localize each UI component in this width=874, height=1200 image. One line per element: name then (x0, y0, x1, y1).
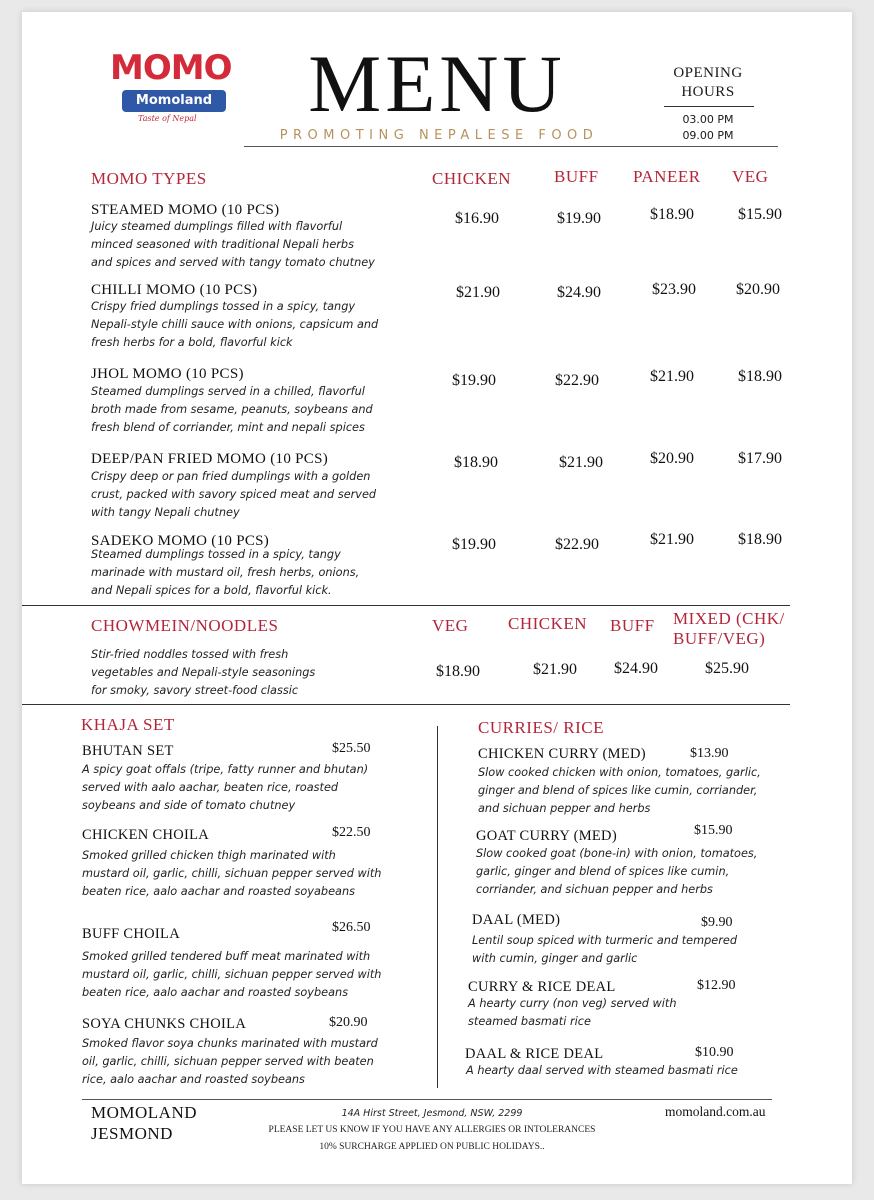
momo-item-name: SADEKO MOMO (10 PCS) (91, 533, 270, 549)
khaja-item-desc (82, 1035, 378, 1089)
khaja-item-name: BUFF CHOILA (82, 926, 180, 942)
momo-item-desc (91, 298, 378, 352)
desc-line: and sichuan pepper and herbs (478, 802, 651, 815)
price-buff: $24.90 (557, 284, 601, 301)
price-paneer: $23.90 (652, 281, 696, 298)
momo-item-desc (91, 383, 373, 437)
desc-line: A spicy goat offals (tripe, fatty runner and bhutan) (82, 763, 369, 776)
desc-line: mustard oil, garlic, chilli, sichuan pepper served with (82, 968, 382, 981)
price-veg: $18.90 (738, 368, 782, 385)
curry-item-name: DAAL (MED) (472, 912, 561, 928)
chowmein-divider (22, 704, 790, 705)
curry-item-name: GOAT CURRY (MED) (476, 828, 617, 844)
desc-line: Juicy steamed dumplings filled with flavorful (91, 220, 343, 233)
desc-line: with cumin, ginger and garlic (472, 952, 638, 965)
momo-item-desc (91, 218, 375, 272)
menu-page (22, 12, 852, 1184)
desc-line: oil, garlic, chilli, sichuan pepper served with beaten (82, 1055, 374, 1068)
momo-item-name: JHOL MOMO (10 PCS) (91, 366, 244, 382)
khaja-item-price: $20.90 (329, 1015, 368, 1030)
curry-item-desc (478, 764, 761, 818)
price-paneer: $21.90 (650, 368, 694, 385)
opening-hours-title (658, 64, 758, 102)
chowmein-col-mixed (673, 609, 785, 649)
desc-line: steamed basmati rice (468, 1015, 591, 1028)
price-chicken: $16.90 (455, 210, 499, 227)
desc-line: Crispy deep or pan fried dumplings with a golden (91, 470, 371, 483)
desc-line: fresh herbs for a bold, flavorful kick (91, 336, 293, 349)
opening-hours (658, 112, 758, 144)
khaja-item-name: CHICKEN CHOILA (82, 827, 210, 843)
momo-item-desc (91, 468, 376, 522)
desc-line: A hearty daal served with steamed basmati rice (466, 1064, 738, 1077)
curry-item-desc (476, 845, 757, 899)
price-veg: $18.90 (436, 663, 480, 680)
chowmein-desc (91, 646, 315, 700)
khaja-item-price: $25.50 (332, 741, 371, 756)
desc-line: beaten rice, aalo aachar and roasted soybeans (82, 986, 349, 999)
desc-line: rice, aalo aachar and roasted soybeans (82, 1073, 305, 1086)
price-buff: $22.90 (555, 372, 599, 389)
curry-item-name: DAAL & RICE DEAL (465, 1046, 604, 1062)
curry-item-desc (466, 1062, 738, 1080)
desc-line: served with aalo aachar, beaten rice, roasted (82, 781, 339, 794)
price-buff: $22.90 (555, 536, 599, 553)
price-buff: $21.90 (559, 454, 603, 471)
desc-line: Smoked flavor soya chunks marinated with mustard (82, 1037, 378, 1050)
curry-item-price: $15.90 (694, 823, 733, 838)
desc-line: Nepali-style chilli sauce with onions, capsicum and (91, 318, 379, 331)
desc-line: garlic, ginger and blend of spices like cumin, (476, 865, 730, 878)
desc-line: beaten rice, aalo aachar and roasted soyabeans (82, 885, 356, 898)
desc-line: fresh blend of corriander, mint and nepali spices (91, 421, 365, 434)
desc-line: Lentil soup spiced with turmeric and tempered (472, 934, 737, 947)
desc-line: corriander, and sichuan pepper and herbs (476, 883, 713, 896)
footer-divider (82, 1099, 772, 1100)
curries-section-title: CURRIES/ RICE (478, 718, 604, 737)
price-chicken: $21.90 (533, 661, 577, 678)
price-buff: $19.90 (557, 210, 601, 227)
momo-col-chicken: CHICKEN (432, 169, 512, 188)
momoland-logo (108, 48, 242, 132)
desc-line: ginger and blend of spices like cumin, corriander, (478, 784, 758, 797)
momo-col-veg: VEG (732, 167, 769, 186)
chowmein-col-chicken: CHICKEN (508, 614, 588, 633)
momo-col-paneer: PANEER (633, 167, 701, 186)
open-time: 03.00 PM (682, 113, 734, 126)
desc-line: Slow cooked goat (bone-in) with onion, tomatoes, (476, 847, 758, 860)
price-buff: $24.90 (614, 660, 658, 677)
footer-name-line2: JESMOND (91, 1124, 173, 1143)
khaja-item-price: $22.50 (332, 825, 371, 840)
footer-address: 14A Hirst Street, Jesmond, NSW, 2299 (341, 1108, 523, 1119)
price-veg: $15.90 (738, 206, 782, 223)
desc-line: Stir-fried noddles tossed with fresh (91, 648, 289, 661)
khaja-item-price: $26.50 (332, 920, 371, 935)
logo-word: MOMO (110, 48, 232, 88)
desc-line: vegetables and Nepali-style seasonings (91, 666, 316, 679)
curry-item-price: $13.90 (690, 746, 729, 761)
chowmein-col-veg: VEG (432, 616, 469, 635)
chowmein-section-title: CHOWMEIN/NOODLES (91, 616, 279, 635)
momo-section-divider (22, 605, 790, 606)
desc-line: and Nepali spices for a bold, flavorful kick. (91, 584, 332, 597)
footer-restaurant-name (91, 1102, 197, 1144)
hours-title-line2: HOURS (681, 84, 735, 100)
curry-item-name: CHICKEN CURRY (MED) (478, 746, 646, 762)
mixed-line2: BUFF/VEG) (673, 629, 766, 648)
curry-item-desc (472, 932, 737, 968)
khaja-section-title: KHAJA SET (81, 715, 175, 734)
curry-item-price: $10.90 (695, 1045, 734, 1060)
hours-divider (664, 106, 754, 107)
desc-line: marinade with mustard oil, fresh herbs, onions, (91, 566, 360, 579)
desc-line: soybeans and side of tomato chutney (82, 799, 296, 812)
momo-item-name: DEEP/PAN FRIED MOMO (10 PCS) (91, 451, 329, 467)
price-chicken: $19.90 (452, 372, 496, 389)
curry-item-desc (468, 995, 677, 1031)
curry-item-price: $9.90 (701, 915, 733, 930)
column-divider (437, 726, 438, 1088)
curry-item-name: CURRY & RICE DEAL (468, 979, 616, 995)
desc-line: mustard oil, garlic, chilli, sichuan pepper served with (82, 867, 382, 880)
mixed-line1: MIXED (CHK/ (673, 609, 785, 628)
footer-surcharge-note: 10% SURCHARGE APPLIED ON PUBLIC HOLIDAYS.. (319, 1142, 545, 1152)
momo-item-desc (91, 546, 359, 600)
momo-item-name: CHILLI MOMO (10 PCS) (91, 282, 258, 298)
desc-line: and spices and served with tangy tomato chutney (91, 256, 375, 269)
hours-title-line1: OPENING (673, 65, 743, 81)
khaja-item-desc (82, 761, 368, 815)
momo-section-title: MOMO TYPES (91, 169, 207, 188)
momo-item-name: STEAMED MOMO (10 PCS) (91, 202, 280, 218)
title-divider (244, 146, 778, 147)
price-veg: $20.90 (736, 281, 780, 298)
price-chicken: $19.90 (452, 536, 496, 553)
khaja-item-desc (82, 847, 381, 901)
chowmein-col-buff: BUFF (610, 616, 655, 635)
momo-col-buff: BUFF (554, 167, 599, 186)
footer-allergy-note: PLEASE LET US KNOW IF YOU HAVE ANY ALLERGIES OR INTOLERANCES (268, 1125, 596, 1135)
desc-line: Smoked grilled chicken thigh marinated with (82, 849, 336, 862)
desc-line: Crispy fried dumplings tossed in a spicy, tangy (91, 300, 356, 313)
logo-badge: Momoland (122, 90, 226, 112)
desc-line: Steamed dumplings served in a chilled, flavorful (91, 385, 365, 398)
khaja-item-name: BHUTAN SET (82, 743, 174, 759)
footer-website-link[interactable]: momoland.com.au (665, 1104, 766, 1119)
price-paneer: $20.90 (650, 450, 694, 467)
price-paneer: $21.90 (650, 531, 694, 548)
desc-line: with tangy Nepali chutney (91, 506, 240, 519)
desc-line: Slow cooked chicken with onion, tomatoes, garlic, (478, 766, 761, 779)
desc-line: A hearty curry (non veg) served with (468, 997, 677, 1010)
price-veg: $18.90 (738, 531, 782, 548)
desc-line: crust, packed with savory spiced meat and served (91, 488, 377, 501)
desc-line: broth made from sesame, peanuts, soybeans and (91, 403, 373, 416)
khaja-item-desc (82, 948, 381, 1002)
curry-item-price: $12.90 (697, 978, 736, 993)
price-chicken: $18.90 (454, 454, 498, 471)
price-veg: $17.90 (738, 450, 782, 467)
khaja-item-name: SOYA CHUNKS CHOILA (82, 1016, 247, 1032)
price-chicken: $21.90 (456, 284, 500, 301)
desc-line: Smoked grilled tendered buff meat marinated with (82, 950, 371, 963)
close-time: 09.00 PM (682, 129, 734, 142)
page-subtitle: PROMOTING NEPALESE FOOD (279, 128, 599, 143)
price-mixed: $25.90 (705, 660, 749, 677)
desc-line: minced seasoned with traditional Nepali herbs (91, 238, 354, 251)
logo-tagline: Taste of Nepal (138, 114, 197, 123)
desc-line: Steamed dumplings tossed in a spicy, tangy (91, 548, 341, 561)
footer-name-line1: MOMOLAND (91, 1103, 197, 1122)
price-paneer: $18.90 (650, 206, 694, 223)
page-title: MENU (308, 38, 566, 129)
desc-line: for smoky, savory street-food classic (91, 684, 299, 697)
